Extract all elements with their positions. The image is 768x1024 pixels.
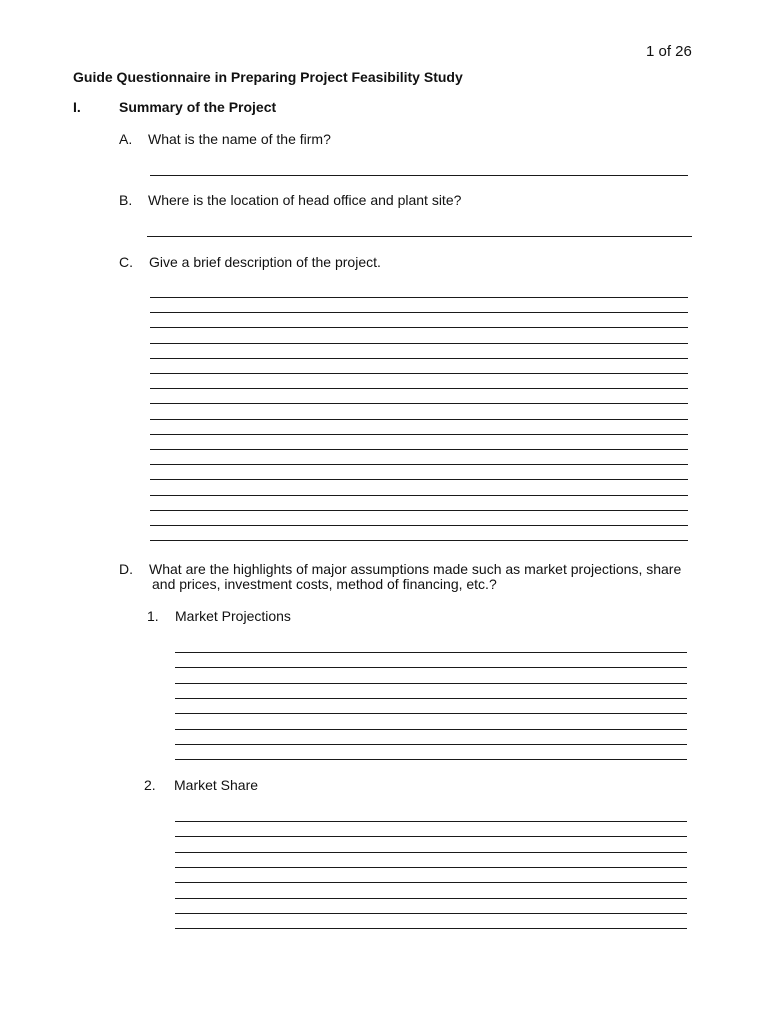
answer-line-a[interactable] xyxy=(150,175,688,176)
answer-line-c[interactable] xyxy=(150,479,688,480)
answer-line-c[interactable] xyxy=(150,495,688,496)
answer-line-c[interactable] xyxy=(150,327,688,328)
answer-line-c[interactable] xyxy=(150,373,688,374)
answer-line-c[interactable] xyxy=(150,419,688,420)
subitem-1-label: Market Projections xyxy=(175,608,291,624)
answer-line-market-share[interactable] xyxy=(175,898,687,899)
answer-line-market-projections[interactable] xyxy=(175,652,687,653)
question-c-text: Give a brief description of the project. xyxy=(149,254,381,270)
question-b-text: Where is the location of head office and plant site? xyxy=(148,192,462,208)
answer-line-market-projections[interactable] xyxy=(175,759,687,760)
answer-line-market-projections[interactable] xyxy=(175,683,687,684)
question-a-text: What is the name of the firm? xyxy=(148,131,331,147)
answer-line-c[interactable] xyxy=(150,297,688,298)
answer-line-market-projections[interactable] xyxy=(175,667,687,668)
subitem-2-label: Market Share xyxy=(174,777,259,793)
document-title: Guide Questionnaire in Preparing Project Feasibility Study xyxy=(73,69,463,85)
answer-line-c[interactable] xyxy=(150,343,688,344)
answer-line-market-projections[interactable] xyxy=(175,729,687,730)
section-number: I. xyxy=(73,99,81,115)
answer-line-market-projections[interactable] xyxy=(175,698,687,699)
answer-line-c[interactable] xyxy=(150,464,688,465)
subitem-2-number: 2. xyxy=(144,777,156,793)
answer-line-market-share[interactable] xyxy=(175,836,687,837)
question-d-text-line1: What are the highlights of major assumptions made such as market projections, share xyxy=(149,561,682,577)
answer-line-market-share[interactable] xyxy=(175,867,687,868)
answer-line-c[interactable] xyxy=(150,510,688,511)
answer-line-c[interactable] xyxy=(150,434,688,435)
answer-line-c[interactable] xyxy=(150,312,688,313)
question-d-letter: D. xyxy=(119,561,133,577)
subitem-1-number: 1. xyxy=(147,608,159,624)
section-title: Summary of the Project xyxy=(119,99,277,115)
question-a-letter: A. xyxy=(119,131,133,147)
page-number: 1 of 26 xyxy=(646,43,692,60)
answer-line-market-share[interactable] xyxy=(175,913,687,914)
answer-line-c[interactable] xyxy=(150,525,688,526)
answer-line-c[interactable] xyxy=(150,540,688,541)
answer-line-c[interactable] xyxy=(150,449,688,450)
answer-line-market-projections[interactable] xyxy=(175,744,687,745)
answer-line-market-projections[interactable] xyxy=(175,713,687,714)
question-c-letter: C. xyxy=(119,254,133,270)
answer-line-market-share[interactable] xyxy=(175,882,687,883)
answer-line-market-share[interactable] xyxy=(175,928,687,929)
answer-line-market-share[interactable] xyxy=(175,821,687,822)
answer-line-market-share[interactable] xyxy=(175,852,687,853)
question-b-letter: B. xyxy=(119,192,133,208)
answer-line-b[interactable] xyxy=(147,236,692,237)
answer-line-c[interactable] xyxy=(150,403,688,404)
question-d-text-line2: and prices, investment costs, method of financing, etc.? xyxy=(152,576,497,592)
answer-line-c[interactable] xyxy=(150,388,688,389)
answer-line-c[interactable] xyxy=(150,358,688,359)
